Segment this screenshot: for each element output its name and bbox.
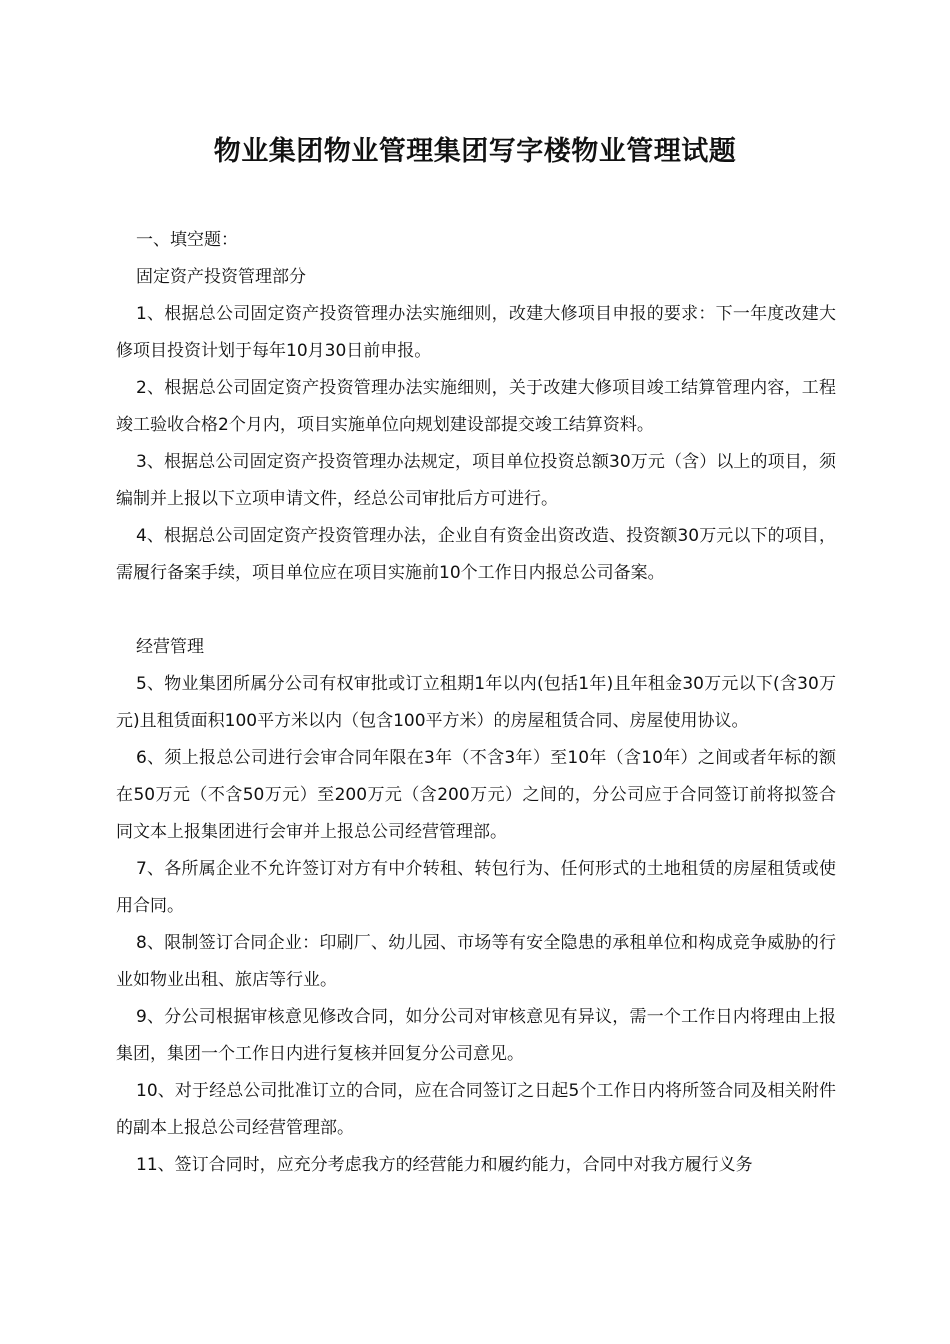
question-item: 11、签订合同时，应充分考虑我方的经营能力和履约能力，合同中对我方履行义务 [136, 1155, 753, 1175]
subsection-heading-fixed-assets: 固定资产投资管理部分 [136, 267, 306, 287]
question-item: 10、对于经总公司批准订立的合同，应在合同签订之日起5个工作日内将所签合同及相关附件的副本上报总公司经营管理部。 [116, 1081, 836, 1138]
question-item: 1、根据总公司固定资产投资管理办法实施细则，改建大修项目申报的要求：下一年度改建大修项目投资计划于每年10月30日前申报。 [116, 304, 836, 361]
question-item: 6、须上报总公司进行会审合同年限在3年（不含3年）至10年（含10年）之间或者年标的额在50万元（不含50万元）至200万元（含200万元）之间的，分公司应于合同签订前将拟签合同文本上报集团进行会审并上报总公司经营管理部。 [116, 748, 836, 842]
paragraph-spacer [116, 592, 836, 629]
subsection-heading-operations: 经营管理 [136, 637, 204, 657]
question-item: 4、根据总公司固定资产投资管理办法，企业自有资金出资改造、投资额30万元以下的项目，需履行备案手续，项目单位应在项目实施前10个工作日内报总公司备案。 [116, 526, 836, 583]
question-item: 2、根据总公司固定资产投资管理办法实施细则，关于改建大修项目竣工结算管理内容，工程竣工验收合格2个月内，项目实施单位向规划建设部提交竣工结算资料。 [116, 378, 836, 435]
question-item: 8、限制签订合同企业：印刷厂、幼儿园、市场等有安全隐患的承租单位和构成竞争威胁的行业如物业出租、旅店等行业。 [116, 933, 836, 990]
section-heading: 一、填空题： [136, 230, 238, 250]
question-item: 3、根据总公司固定资产投资管理办法规定，项目单位投资总额30万元（含）以上的项目，须编制并上报以下立项申请文件，经总公司审批后方可进行。 [116, 452, 836, 509]
question-item: 5、物业集团所属分公司有权审批或订立租期1年以内(包括1年)且年租金30万元以下(含30万元)且租赁面积100平方米以内（包含100平方米）的房屋租赁合同、房屋使用协议。 [116, 674, 836, 731]
question-item: 7、各所属企业不允许签订对方有中介转租、转包行为、任何形式的土地租赁的房屋租赁或使用合同。 [116, 859, 836, 916]
document-body [116, 222, 836, 1184]
question-item: 9、分公司根据审核意见修改合同，如分公司对审核意见有异议，需一个工作日内将理由上报集团，集团一个工作日内进行复核并回复分公司意见。 [116, 1007, 836, 1064]
page-title: 物业集团物业管理集团写字楼物业管理试题 [213, 136, 737, 167]
